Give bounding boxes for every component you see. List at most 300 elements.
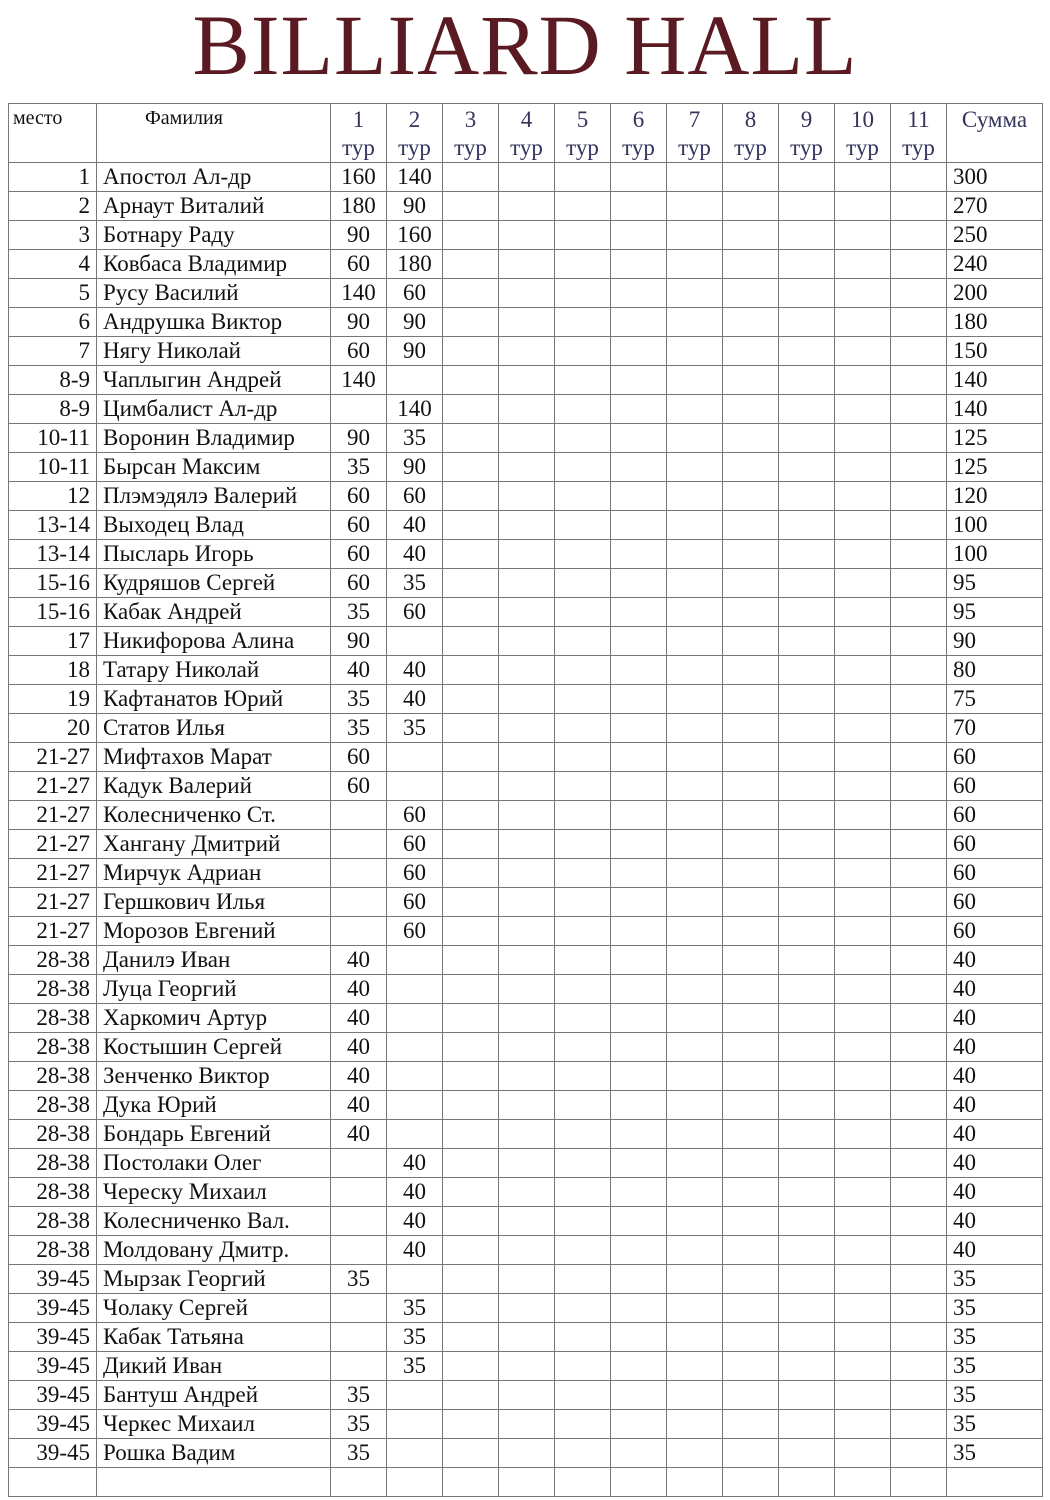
round-3-score [443, 1323, 499, 1352]
round-4-score [499, 1352, 555, 1381]
round-5-score [555, 279, 611, 308]
round-11-score [891, 1149, 947, 1178]
round-8-score [723, 1207, 779, 1236]
sum-cell: 100 [947, 540, 1043, 569]
round-7-score [667, 801, 723, 830]
round-5-score [555, 1207, 611, 1236]
round-5-score [555, 772, 611, 801]
round-5-score [555, 1062, 611, 1091]
table-row [9, 1207, 1043, 1236]
round-4-score [499, 714, 555, 743]
round-6-score [611, 627, 667, 656]
place-cell: 39-45 [9, 1410, 97, 1439]
round-11-score [891, 772, 947, 801]
round-1-score: 60 [331, 569, 387, 598]
round-4-score [499, 888, 555, 917]
round-4-score [499, 395, 555, 424]
round-header [443, 104, 499, 163]
round-11-score [891, 917, 947, 946]
round-3-score [443, 192, 499, 221]
round-10-score [835, 1381, 891, 1410]
round-2-score: 160 [387, 221, 443, 250]
round-1-score: 40 [331, 975, 387, 1004]
round-8-score [723, 1033, 779, 1062]
table-row [9, 569, 1043, 598]
round-2-score [387, 1381, 443, 1410]
round-6-score [611, 917, 667, 946]
round-3-score [443, 743, 499, 772]
player-name-cell: Черкес Михаил [97, 1410, 331, 1439]
round-3-score [443, 656, 499, 685]
round-4-score [499, 1149, 555, 1178]
sum-cell: 240 [947, 250, 1043, 279]
round-4-score [499, 1033, 555, 1062]
place-cell: 28-38 [9, 1033, 97, 1062]
place-cell: 28-38 [9, 1149, 97, 1178]
round-10-score [835, 569, 891, 598]
round-1-score: 35 [331, 1439, 387, 1468]
round-10-score [835, 250, 891, 279]
round-3-score [443, 279, 499, 308]
round-7-score [667, 221, 723, 250]
round-2-score: 40 [387, 540, 443, 569]
round-2-score [387, 1439, 443, 1468]
player-name-cell: Плэмэдялэ Валерий [97, 482, 331, 511]
place-cell: 28-38 [9, 975, 97, 1004]
round-7-score [667, 656, 723, 685]
round-10-score [835, 743, 891, 772]
round-6-score [611, 1178, 667, 1207]
round-4-score [499, 1294, 555, 1323]
empty-cell [331, 1468, 387, 1497]
round-11-score [891, 1265, 947, 1294]
player-name-cell: Харкомич Артур [97, 1004, 331, 1033]
round-11-score [891, 1410, 947, 1439]
round-6-score [611, 366, 667, 395]
round-9-score [779, 511, 835, 540]
round-1-score: 35 [331, 1410, 387, 1439]
sum-cell: 40 [947, 1004, 1043, 1033]
place-cell: 10-11 [9, 424, 97, 453]
round-9-score [779, 772, 835, 801]
sum-cell: 35 [947, 1265, 1043, 1294]
table-row [9, 1294, 1043, 1323]
sum-cell: 40 [947, 1207, 1043, 1236]
place-cell: 1 [9, 163, 97, 192]
round-6-score [611, 1033, 667, 1062]
round-11-score [891, 279, 947, 308]
place-cell: 4 [9, 250, 97, 279]
player-name-cell: Ботнару Раду [97, 221, 331, 250]
table-row [9, 1323, 1043, 1352]
empty-cell [555, 1468, 611, 1497]
round-7-score [667, 1236, 723, 1265]
round-3-score [443, 337, 499, 366]
round-9-score [779, 598, 835, 627]
player-name-cell: Данилэ Иван [97, 946, 331, 975]
round-3-score [443, 714, 499, 743]
round-5-score [555, 685, 611, 714]
round-11-score [891, 1439, 947, 1468]
round-2-score [387, 772, 443, 801]
table-row [9, 1410, 1043, 1439]
round-2-score [387, 1120, 443, 1149]
round-6-score [611, 946, 667, 975]
sum-cell: 90 [947, 627, 1043, 656]
player-name-cell: Рошка Вадим [97, 1439, 331, 1468]
sum-cell: 60 [947, 830, 1043, 859]
round-3-score [443, 859, 499, 888]
round-5-score [555, 598, 611, 627]
round-5-score [555, 395, 611, 424]
round-7-score [667, 1381, 723, 1410]
round-8-score [723, 1149, 779, 1178]
round-10-score [835, 1323, 891, 1352]
round-10-score [835, 395, 891, 424]
round-5-score [555, 366, 611, 395]
round-6-score [611, 1439, 667, 1468]
round-6-score [611, 221, 667, 250]
round-11-score [891, 685, 947, 714]
round-10-score [835, 714, 891, 743]
round-6-score [611, 1294, 667, 1323]
round-3-score [443, 1004, 499, 1033]
round-8-score [723, 1004, 779, 1033]
round-11-score [891, 308, 947, 337]
place-cell: 12 [9, 482, 97, 511]
round-9-score [779, 859, 835, 888]
round-4-score [499, 1207, 555, 1236]
player-name-cell: Молдовану Дмитр. [97, 1236, 331, 1265]
round-5-score [555, 975, 611, 1004]
round-6-score [611, 1352, 667, 1381]
round-7-score [667, 743, 723, 772]
sum-cell: 40 [947, 1149, 1043, 1178]
table-row [9, 482, 1043, 511]
round-7-score [667, 1410, 723, 1439]
table-row [9, 1381, 1043, 1410]
table-row [9, 1091, 1043, 1120]
empty-cell [779, 1468, 835, 1497]
round-11-score [891, 1004, 947, 1033]
round-3-score [443, 1352, 499, 1381]
name-header: Фамилия [97, 104, 331, 163]
round-6-score [611, 453, 667, 482]
round-2-score: 90 [387, 337, 443, 366]
round-1-score: 60 [331, 772, 387, 801]
round-3-score [443, 627, 499, 656]
round-10-score [835, 1439, 891, 1468]
round-6-score [611, 1410, 667, 1439]
round-8-score [723, 221, 779, 250]
round-8-score [723, 1294, 779, 1323]
sum-cell: 60 [947, 917, 1043, 946]
round-9-score [779, 917, 835, 946]
round-5-score [555, 830, 611, 859]
round-5-score [555, 801, 611, 830]
round-7-score [667, 772, 723, 801]
round-11-score [891, 859, 947, 888]
round-11-score [891, 366, 947, 395]
round-10-score [835, 1294, 891, 1323]
round-8-score [723, 946, 779, 975]
round-11-score [891, 453, 947, 482]
round-7-score [667, 482, 723, 511]
round-4-score [499, 453, 555, 482]
round-2-score [387, 627, 443, 656]
round-5-score [555, 1149, 611, 1178]
round-7-score [667, 1323, 723, 1352]
round-5-score [555, 743, 611, 772]
sum-cell: 35 [947, 1323, 1043, 1352]
round-5-score [555, 1410, 611, 1439]
round-11-score [891, 946, 947, 975]
round-1-score [331, 1149, 387, 1178]
round-8-score [723, 569, 779, 598]
round-3-score [443, 888, 499, 917]
round-label: тур [790, 135, 823, 160]
round-2-score: 140 [387, 163, 443, 192]
round-9-score [779, 424, 835, 453]
round-5-score [555, 1323, 611, 1352]
round-7-score [667, 395, 723, 424]
round-7-score [667, 337, 723, 366]
round-4-score [499, 917, 555, 946]
round-5-score [555, 1439, 611, 1468]
place-cell: 6 [9, 308, 97, 337]
round-6-score [611, 192, 667, 221]
round-label: тур [678, 135, 711, 160]
empty-cell [891, 1468, 947, 1497]
round-6-score [611, 540, 667, 569]
round-2-score [387, 1062, 443, 1091]
place-cell: 28-38 [9, 946, 97, 975]
round-4-score [499, 482, 555, 511]
table-row [9, 1178, 1043, 1207]
round-7-score [667, 1294, 723, 1323]
round-10-score [835, 1004, 891, 1033]
round-10-score [835, 192, 891, 221]
round-3-score [443, 1410, 499, 1439]
round-9-score [779, 308, 835, 337]
round-7-score [667, 598, 723, 627]
round-6-score [611, 772, 667, 801]
table-row [9, 917, 1043, 946]
round-6-score [611, 482, 667, 511]
round-10-score [835, 366, 891, 395]
round-10-score [835, 1120, 891, 1149]
round-1-score [331, 1236, 387, 1265]
round-11-score [891, 801, 947, 830]
round-3-score [443, 1439, 499, 1468]
round-3-score [443, 830, 499, 859]
table-row [9, 627, 1043, 656]
round-7-score [667, 1178, 723, 1207]
round-6-score [611, 1062, 667, 1091]
round-header [723, 104, 779, 163]
place-cell: 21-27 [9, 743, 97, 772]
round-8-score [723, 1323, 779, 1352]
round-9-score [779, 1265, 835, 1294]
round-2-score: 40 [387, 656, 443, 685]
round-2-score [387, 1091, 443, 1120]
empty-row [9, 1468, 1043, 1497]
round-6-score [611, 279, 667, 308]
round-header [387, 104, 443, 163]
round-5-score [555, 1091, 611, 1120]
round-10-score [835, 975, 891, 1004]
table-row [9, 540, 1043, 569]
round-number: 1 [352, 107, 365, 132]
round-8-score [723, 830, 779, 859]
table-row [9, 772, 1043, 801]
sum-cell: 250 [947, 221, 1043, 250]
round-9-score [779, 569, 835, 598]
round-6-score [611, 1381, 667, 1410]
round-10-score [835, 540, 891, 569]
round-11-score [891, 221, 947, 250]
round-number: 7 [688, 107, 701, 132]
sum-cell: 180 [947, 308, 1043, 337]
sum-cell: 35 [947, 1410, 1043, 1439]
round-1-score: 60 [331, 743, 387, 772]
place-cell: 39-45 [9, 1294, 97, 1323]
round-header [667, 104, 723, 163]
round-2-score: 35 [387, 424, 443, 453]
round-6-score [611, 337, 667, 366]
round-4-score [499, 366, 555, 395]
round-4-score [499, 1236, 555, 1265]
round-9-score [779, 714, 835, 743]
place-cell: 21-27 [9, 772, 97, 801]
round-6-score [611, 424, 667, 453]
place-cell: 2 [9, 192, 97, 221]
place-cell: 28-38 [9, 1236, 97, 1265]
player-name-cell: Статов Илья [97, 714, 331, 743]
round-2-score: 40 [387, 1236, 443, 1265]
round-2-score: 60 [387, 482, 443, 511]
round-3-score [443, 1381, 499, 1410]
place-cell: 20 [9, 714, 97, 743]
round-10-score [835, 1410, 891, 1439]
round-5-score [555, 1294, 611, 1323]
sum-cell: 95 [947, 569, 1043, 598]
sum-cell: 150 [947, 337, 1043, 366]
round-4-score [499, 569, 555, 598]
sum-cell: 125 [947, 424, 1043, 453]
player-name-cell: Пысларь Игорь [97, 540, 331, 569]
player-name-cell: Чолаку Сергей [97, 1294, 331, 1323]
round-label: тур [734, 135, 767, 160]
round-11-score [891, 975, 947, 1004]
player-name-cell: Воронин Владимир [97, 424, 331, 453]
round-11-score [891, 395, 947, 424]
round-7-score [667, 946, 723, 975]
standings-body [9, 163, 1043, 1497]
round-header [331, 104, 387, 163]
round-3-score [443, 772, 499, 801]
round-6-score [611, 1091, 667, 1120]
round-4-score [499, 192, 555, 221]
round-4-score [499, 250, 555, 279]
round-8-score [723, 1410, 779, 1439]
place-cell: 3 [9, 221, 97, 250]
round-6-score [611, 743, 667, 772]
round-2-score [387, 366, 443, 395]
round-label: тур [622, 135, 655, 160]
round-10-score [835, 917, 891, 946]
round-7-score [667, 1062, 723, 1091]
round-10-score [835, 801, 891, 830]
round-4-score [499, 1381, 555, 1410]
round-5-score [555, 424, 611, 453]
round-4-score [499, 511, 555, 540]
round-8-score [723, 1178, 779, 1207]
round-10-score [835, 453, 891, 482]
table-row [9, 888, 1043, 917]
round-2-score: 90 [387, 192, 443, 221]
round-3-score [443, 308, 499, 337]
round-5-score [555, 308, 611, 337]
round-10-score [835, 424, 891, 453]
empty-cell [611, 1468, 667, 1497]
empty-cell [97, 1468, 331, 1497]
round-1-score [331, 1323, 387, 1352]
place-cell: 15-16 [9, 569, 97, 598]
round-1-score: 40 [331, 946, 387, 975]
player-name-cell: Кафтанатов Юрий [97, 685, 331, 714]
place-cell: 7 [9, 337, 97, 366]
player-name-cell: Нягу Николай [97, 337, 331, 366]
round-label: тур [846, 135, 879, 160]
round-1-score [331, 859, 387, 888]
round-label: тур [510, 135, 543, 160]
round-7-score [667, 1352, 723, 1381]
round-6-score [611, 1236, 667, 1265]
round-9-score [779, 1091, 835, 1120]
round-number: 2 [408, 107, 421, 132]
round-8-score [723, 540, 779, 569]
round-8-score [723, 482, 779, 511]
sum-cell: 40 [947, 1033, 1043, 1062]
round-11-score [891, 1207, 947, 1236]
round-4-score [499, 424, 555, 453]
round-3-score [443, 917, 499, 946]
table-row [9, 1004, 1043, 1033]
round-7-score [667, 975, 723, 1004]
round-6-score [611, 1265, 667, 1294]
round-2-score: 40 [387, 685, 443, 714]
round-8-score [723, 627, 779, 656]
round-6-score [611, 888, 667, 917]
place-cell: 39-45 [9, 1323, 97, 1352]
round-11-score [891, 511, 947, 540]
empty-cell [387, 1468, 443, 1497]
round-7-score [667, 1439, 723, 1468]
round-label: тур [454, 135, 487, 160]
round-1-score: 90 [331, 221, 387, 250]
round-7-score [667, 163, 723, 192]
player-name-cell: Выходец Влад [97, 511, 331, 540]
round-11-score [891, 163, 947, 192]
round-10-score [835, 627, 891, 656]
round-9-score [779, 366, 835, 395]
round-1-score [331, 888, 387, 917]
round-1-score: 40 [331, 1091, 387, 1120]
round-10-score [835, 511, 891, 540]
round-5-score [555, 627, 611, 656]
sum-cell: 60 [947, 801, 1043, 830]
